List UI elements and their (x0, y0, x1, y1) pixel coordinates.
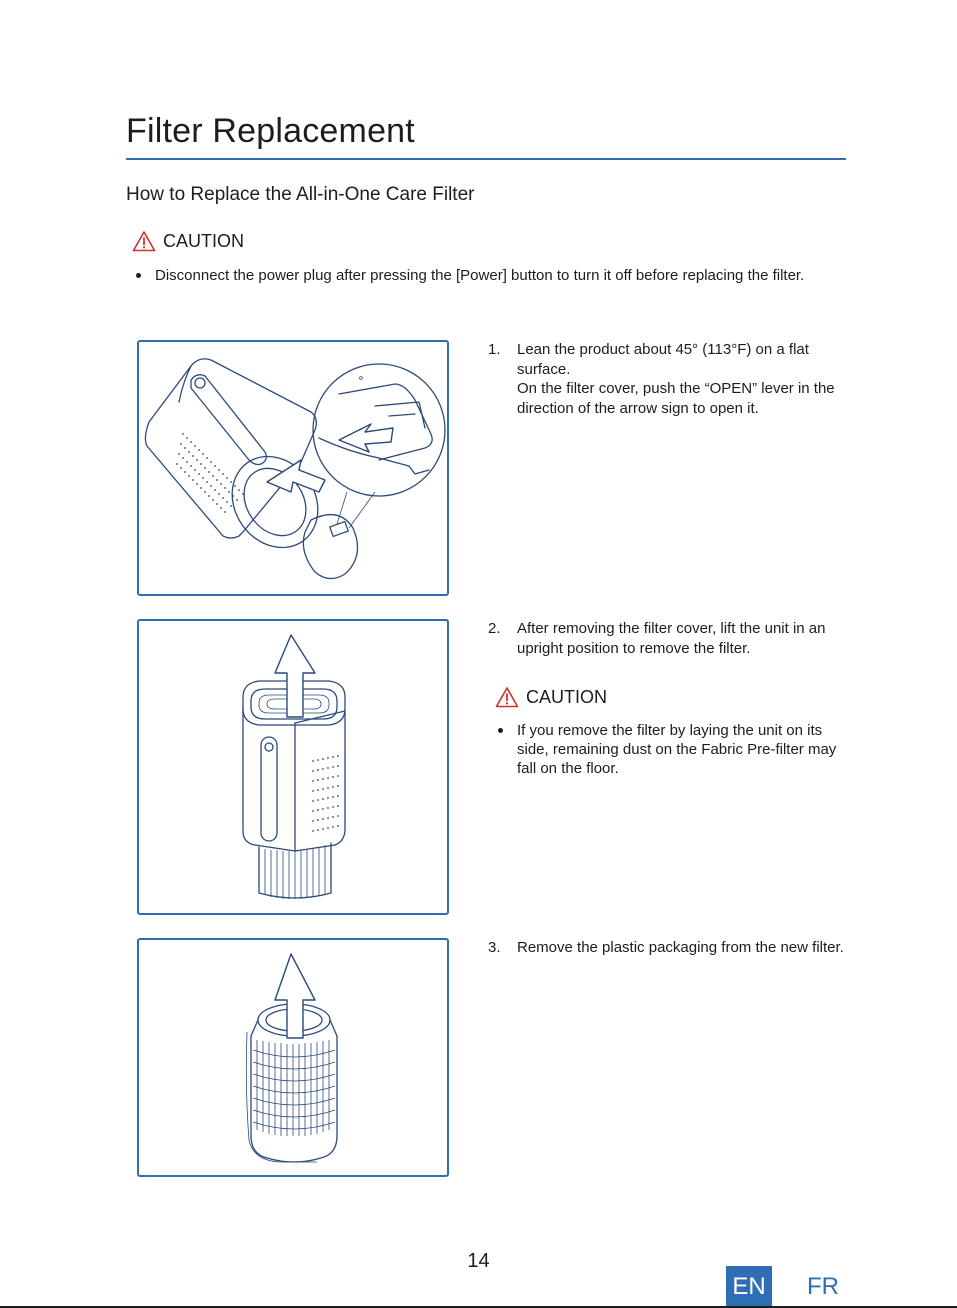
step-text: After removing the filter cover, lift the unit in an upright position to remove the filter. (517, 620, 826, 657)
illustration-open-filter-cover (137, 340, 449, 596)
step-2 (488, 619, 858, 819)
caution-bullet-text: If you remove the filter by laying the unit on its side, remaining dust on the Fabric Pre-filter may fall on the floor. (517, 722, 837, 777)
step-number: 1. (488, 341, 501, 358)
page-number: 14 (467, 1250, 490, 1272)
step-text: Remove the plastic packaging from the new filter. (517, 939, 844, 956)
step-number: 3. (488, 939, 501, 956)
page-title: Filter Replacement (126, 112, 415, 150)
section-subtitle: How to Replace the All-in-One Care Filter (126, 184, 475, 205)
caution-bullet-text: Disconnect the power plug after pressing the [Power] button to turn it off before replacing the filter. (155, 266, 855, 285)
step-text: Lean the product about 45° (113°F) on a flat surface. (517, 341, 809, 378)
language-tab-en[interactable]: EN (726, 1266, 772, 1308)
step-3 (488, 938, 858, 998)
caution-heading (495, 686, 607, 708)
caution-label: CAUTION (526, 686, 607, 707)
step-1 (488, 340, 858, 430)
title-divider (126, 158, 846, 160)
illustration-lift-unit (137, 619, 449, 915)
caution-label: CAUTION (163, 230, 244, 251)
language-tab-fr[interactable]: FR (807, 1273, 839, 1300)
warning-triangle-icon (132, 230, 156, 252)
illustration-remove-packaging (137, 938, 449, 1177)
warning-triangle-icon (495, 686, 519, 708)
step-text: On the filter cover, push the “OPEN” lever in the direction of the arrow sign to open it. (517, 380, 835, 417)
caution-heading (132, 230, 244, 252)
step-number: 2. (488, 620, 501, 637)
